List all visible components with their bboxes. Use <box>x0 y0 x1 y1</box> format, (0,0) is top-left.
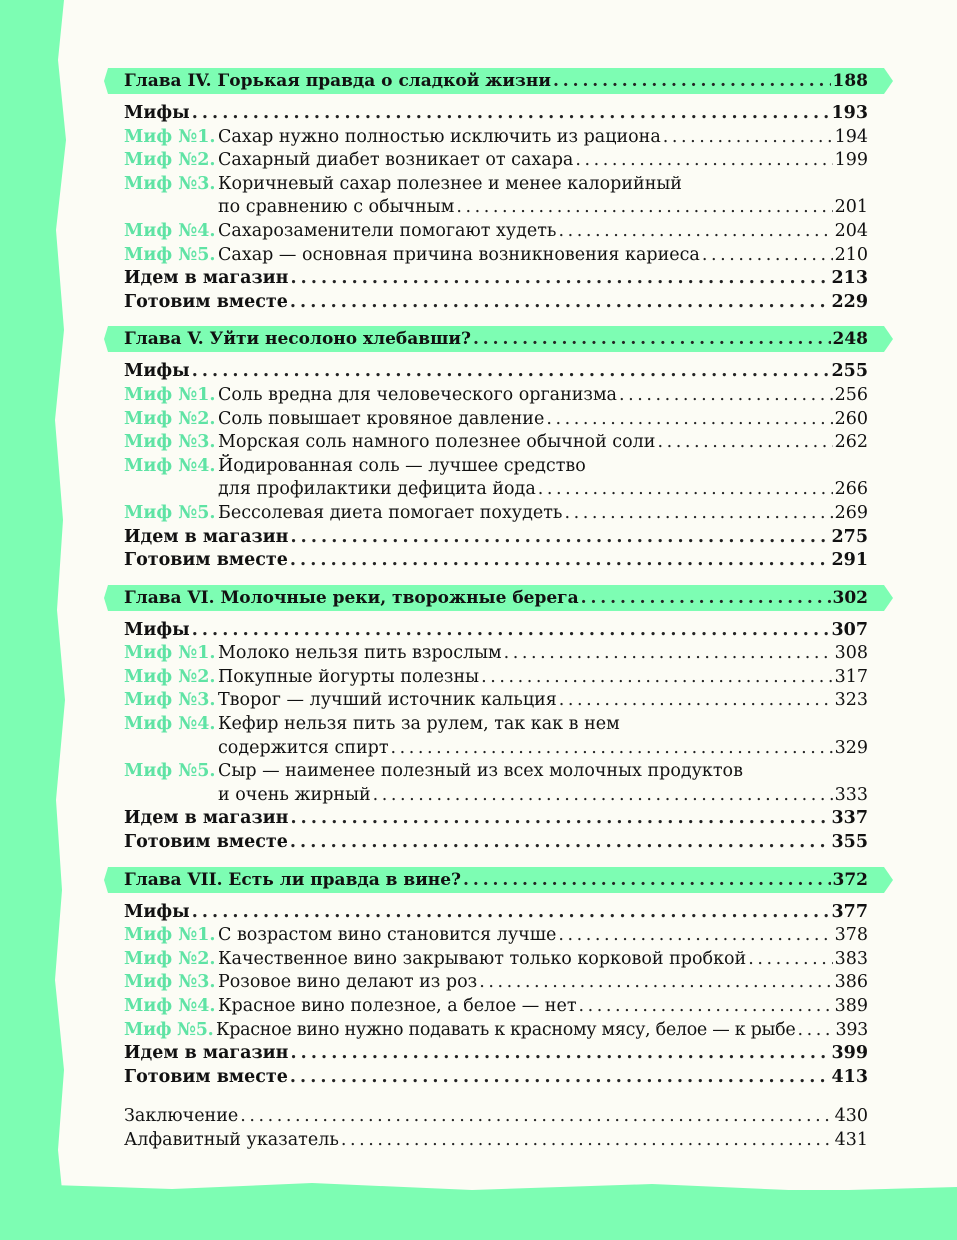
toc-entry-shop[interactable]: Идем в магазин . . . 275 <box>124 526 868 550</box>
toc-entry-myth[interactable]: Миф №1. С возрастом вино становится лучше . . . 378 <box>124 924 868 948</box>
chapter-heading[interactable] <box>124 68 868 94</box>
toc-entry-myth[interactable]: Миф №1. Сахар нужно полностью исключить из рациона . . . 194 <box>124 126 868 150</box>
leader-dots <box>290 1066 830 1090</box>
myth-number: Миф №1. <box>124 925 216 946</box>
page-number: 308 <box>834 643 868 664</box>
toc-entry-continuation[interactable]: для профилактики дефицита йода . . . 266 <box>124 478 868 502</box>
page-number: 337 <box>831 808 868 829</box>
leader-dots <box>290 807 829 831</box>
leader-dots <box>564 502 832 526</box>
toc-entry-myth[interactable]: Миф №5. Бессолевая диета помогает похудеть . . . 269 <box>124 502 868 526</box>
leader-dots <box>290 1042 829 1066</box>
chapter-title: Глава VII. Есть ли правда в вине? <box>124 869 462 890</box>
leader-dots <box>290 291 830 315</box>
leader-dots <box>538 478 833 502</box>
page-number: 193 <box>831 103 868 123</box>
myth-number: Миф №3. <box>124 972 216 993</box>
table-of-contents <box>124 68 868 1153</box>
myth-number: Миф №4. <box>124 714 216 735</box>
leader-dots <box>473 326 831 352</box>
leader-dots <box>619 384 833 408</box>
leader-dots <box>579 995 833 1019</box>
myth-number: Миф №1. <box>124 126 216 147</box>
toc-entry-myth[interactable]: Миф №4. Красное вино полезное, а белое — нет . . . 389 <box>124 995 868 1019</box>
page-number: 430 <box>834 1106 868 1127</box>
toc-entry-myth[interactable]: Миф №1. Соль вредна для человеческого организма . . . 256 <box>124 384 868 408</box>
myth-number: Миф №2. <box>124 150 216 171</box>
chapter-page: 188 <box>832 71 868 91</box>
page-number: 229 <box>831 291 868 312</box>
page-number: 431 <box>834 1129 868 1150</box>
myth-number: Миф №3. <box>124 690 216 711</box>
toc-entry-myth[interactable]: Миф №5. Сахар — основная причина возникновения кариеса . . . 210 <box>124 244 868 268</box>
chapter-page: 302 <box>832 587 868 608</box>
toc-entry-myths[interactable]: Мифы . . . 255 <box>124 360 868 384</box>
leader-dots <box>240 1105 832 1129</box>
page-number: 393 <box>835 1019 868 1040</box>
myth-number: Миф №5. <box>124 244 216 265</box>
toc-entry-conclusion[interactable]: Заключение . . . 430 <box>124 1105 868 1129</box>
leader-dots <box>373 784 833 808</box>
page-number: 378 <box>834 925 868 946</box>
myth-number: Миф №2. <box>124 948 216 969</box>
page-number: 333 <box>834 784 868 805</box>
toc-entry-myth[interactable]: Миф №1. Молоко нельзя пить взрослым . . . 308 <box>124 642 868 666</box>
chapter-heading[interactable] <box>124 326 868 352</box>
toc-entry-cook[interactable]: Готовим вместе . . . 413 <box>124 1066 868 1090</box>
leader-dots <box>192 102 830 126</box>
page-number: 194 <box>834 126 868 147</box>
leader-dots <box>558 220 832 244</box>
leader-dots <box>341 1129 833 1153</box>
leader-dots <box>290 526 829 550</box>
toc-entry-myth[interactable]: Миф №5. Красное вино нужно подавать к красному мясу, белое — к рыбе . . . 393 <box>124 1019 868 1043</box>
page-number: 307 <box>831 619 868 640</box>
myth-number: Миф №5. <box>124 761 216 782</box>
toc-entry-myth[interactable]: Миф №2. Покупные йогурты полезны . . . 317 <box>124 666 868 690</box>
toc-entry-myths[interactable]: Мифы . . . 377 <box>124 901 868 925</box>
toc-entry-myth[interactable]: Миф №4. Сахарозаменители помогают худеть . . . 204 <box>124 220 868 244</box>
leader-dots <box>192 901 830 925</box>
page-number: 269 <box>834 502 868 523</box>
myth-number: Миф №3. <box>124 173 216 194</box>
leader-dots <box>657 431 832 455</box>
myth-number: Миф №4. <box>124 455 216 476</box>
toc-entry-continuation[interactable]: содержится спирт . . . 329 <box>124 737 868 761</box>
page-number: 275 <box>831 526 868 547</box>
leader-dots <box>456 196 832 220</box>
page-number: 210 <box>834 244 868 265</box>
myth-number: Миф №1. <box>124 384 216 405</box>
leader-dots <box>391 737 833 761</box>
page-number: 355 <box>831 832 868 853</box>
myth-number: Миф №2. <box>124 666 216 687</box>
toc-entry-myth[interactable]: Миф №2. Соль повышает кровяное давление . . . 260 <box>124 408 868 432</box>
toc-entry-cook[interactable]: Готовим вместе . . . 229 <box>124 291 868 315</box>
page-number: 260 <box>834 408 868 429</box>
toc-entry-myths[interactable]: Мифы . . . 307 <box>124 619 868 643</box>
myth-number: Миф №3. <box>124 432 216 453</box>
leader-dots <box>192 360 830 384</box>
leader-dots <box>559 689 833 713</box>
page-number: 256 <box>834 384 868 405</box>
leader-dots <box>553 68 831 94</box>
page-number: 266 <box>834 479 868 500</box>
page-number: 262 <box>834 432 868 453</box>
leader-dots <box>797 1019 833 1043</box>
toc-entry-index[interactable]: Алфавитный указатель . . . 431 <box>124 1129 868 1153</box>
leader-dots <box>481 666 833 690</box>
toc-entry-myth[interactable]: Миф №3. Творог — лучший источник кальция . . . 323 <box>124 689 868 713</box>
page-number: 199 <box>834 150 868 171</box>
toc-entry-myth[interactable]: Миф №3. Розовое вино делают из роз . . . 386 <box>124 971 868 995</box>
leader-dots <box>290 549 830 573</box>
toc-entry-cook[interactable]: Готовим вместе . . . 291 <box>124 549 868 573</box>
page-number: 377 <box>831 901 868 922</box>
toc-entry-myth[interactable]: Миф №5. Сыр — наименее полезный из всех молочных продуктов <box>124 760 868 784</box>
leader-dots <box>581 585 831 611</box>
chapter-page: 248 <box>832 329 868 350</box>
toc-entry-shop[interactable]: Идем в магазин . . . 399 <box>124 1042 868 1066</box>
toc-entry-myths[interactable]: Мифы . . . 193 <box>124 102 868 126</box>
page-number: 255 <box>831 361 868 382</box>
page-number: 399 <box>831 1043 868 1064</box>
page-number: 201 <box>834 197 868 218</box>
toc-entry-myth[interactable]: Миф №4. Йодированная соль — лучшее средство <box>124 455 868 479</box>
toc-entry-myth[interactable]: Миф №2. Качественное вино закрывают только корковой пробкой . . . 383 <box>124 948 868 972</box>
leader-dots <box>463 867 830 893</box>
toc-entry-myth[interactable]: Миф №2. Сахарный диабет возникает от сахара . . . 199 <box>124 149 868 173</box>
leader-dots <box>504 642 833 666</box>
chapter-heading[interactable] <box>124 585 868 611</box>
myth-number: Миф №1. <box>124 643 216 664</box>
chapter-heading[interactable] <box>124 867 868 893</box>
leader-dots <box>663 126 833 150</box>
toc-entry-shop[interactable]: Идем в магазин . . . 213 <box>124 267 868 291</box>
page-number: 213 <box>831 268 868 289</box>
toc-entry-continuation[interactable]: и очень жирный . . . 333 <box>124 784 868 808</box>
myth-number: Миф №2. <box>124 408 216 429</box>
chapter-title: Глава V. Уйти несолоно хлебавши? <box>124 329 471 350</box>
leader-dots <box>748 948 832 972</box>
leader-dots <box>558 924 832 948</box>
chapter-title: Глава IV. Горькая правда о сладкой жизни <box>124 71 551 91</box>
page-number: 204 <box>834 220 868 241</box>
leader-dots <box>575 149 832 173</box>
toc-entry-myth[interactable]: Миф №3. Морская соль намного полезнее обычной соли . . . 262 <box>124 431 868 455</box>
toc-entry-myth[interactable]: Миф №3. Коричневый сахар полезнее и менее калорийный <box>124 173 868 197</box>
page-number: 291 <box>831 550 868 571</box>
page-number: 323 <box>834 690 868 711</box>
page-number: 383 <box>834 948 868 969</box>
leader-dots <box>192 619 830 643</box>
myth-number: Миф №5. <box>124 1019 214 1040</box>
torn-left-edge <box>52 0 92 1190</box>
toc-entry-cook[interactable]: Готовим вместе . . . 355 <box>124 831 868 855</box>
leader-dots <box>702 244 833 268</box>
leader-dots <box>290 831 830 855</box>
myth-number: Миф №4. <box>124 220 216 241</box>
leader-dots <box>479 971 832 995</box>
chapter-page: 372 <box>832 869 868 890</box>
toc-entry-myth[interactable]: Миф №4. Кефир нельзя пить за рулем, так как в нем <box>124 713 868 737</box>
myth-number: Миф №5. <box>124 502 216 523</box>
toc-entry-continuation[interactable]: по сравнению с обычным . . . 201 <box>124 196 868 220</box>
page-number: 389 <box>834 996 868 1016</box>
page-number: 386 <box>834 972 868 993</box>
page-number: 317 <box>834 666 868 687</box>
leader-dots <box>290 267 829 291</box>
page-number: 329 <box>834 737 868 758</box>
chapter-title: Глава VI. Молочные реки, творожные берега <box>124 587 579 608</box>
torn-bottom-edge <box>52 1175 957 1195</box>
page-number: 413 <box>831 1066 868 1087</box>
toc-entry-shop[interactable]: Идем в магазин . . . 337 <box>124 807 868 831</box>
myth-number: Миф №4. <box>124 996 216 1016</box>
leader-dots <box>546 408 832 432</box>
